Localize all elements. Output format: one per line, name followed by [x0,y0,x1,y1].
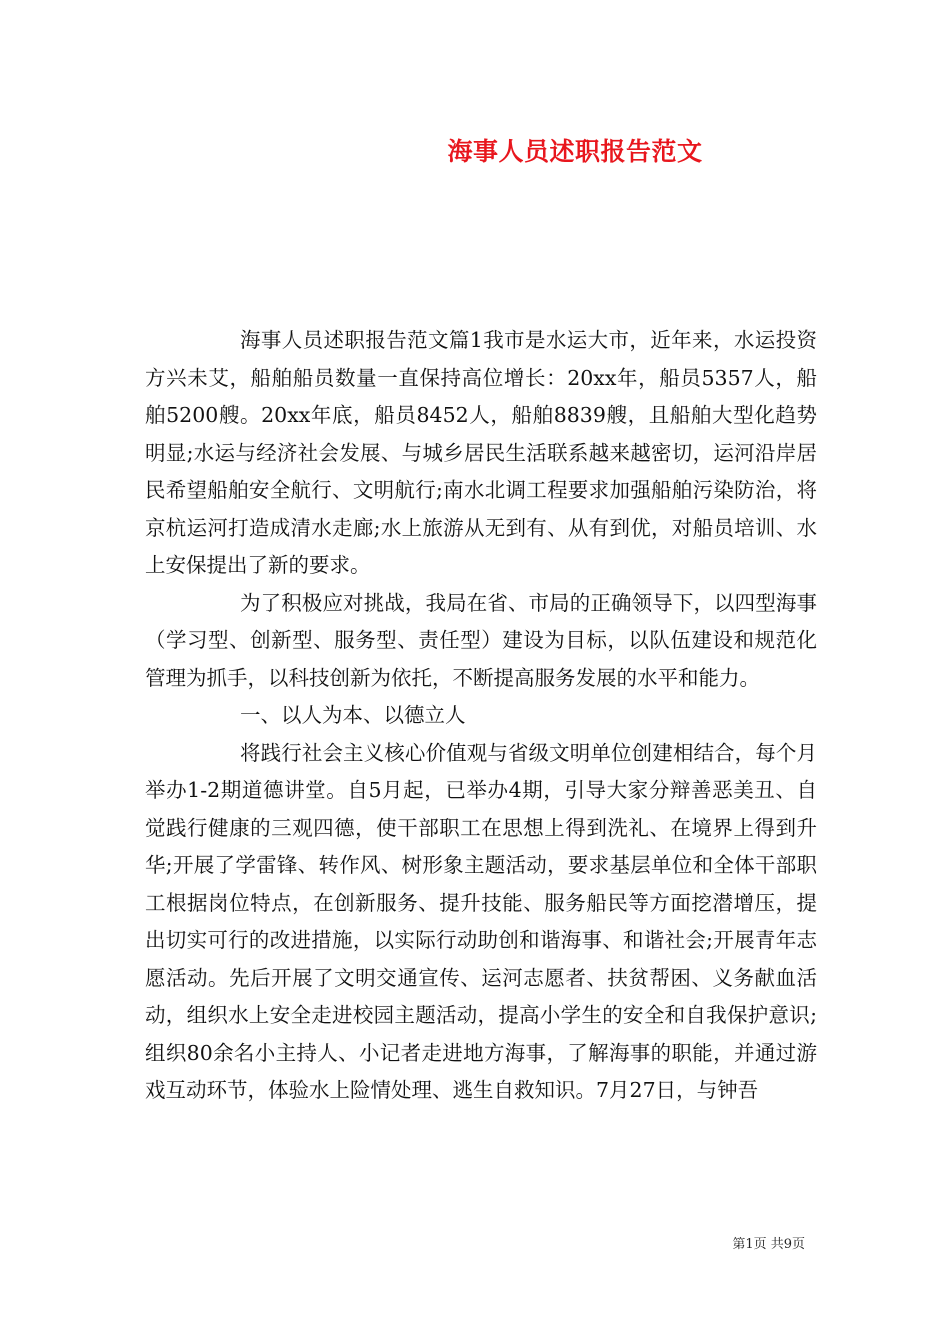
document-body [145,322,817,1110]
section-paragraph: 将践行社会主义核心价值观与省级文明单位创建相结合，每个月举办1-2期道德讲堂。自5月起，已举办4期，引导大家分辩善恶美丑、自觉践行健康的三观四德，使干部职工在思想上得到洗礼、在境界上得到升华;开展了学雷锋、转作风、树形象主题活动，要求基层单位和全体干部职工根据岗位特点，在创新服务、提升技能、服务船民等方面挖潜增压，提出切实可行的改进措施，以实际行动助创和谐海事、和谐社会;开展青年志愿活动。先后开展了文明交通宣传、运河志愿者、扶贫帮困、义务献血活动，组织水上安全走进校园主题活动，提高小学生的安全和自我保护意识;组织80余名小主持人、小记者走进地方海事，了解海事的职能，并通过游戏互动环节，体验水上险情处理、逃生自救知识。7月27日，与钟吾 [145,740,817,1102]
body-paragraph-1: 海事人员述职报告范文篇1我市是水运大市，近年来，水运投资方兴未艾，船舶船员数量一直保持高位增长：20xx年，船员5357人，船舶5200艘。20xx年底，船员8452人，船舶8839艘，且船舶大型化趋势明显;水运与经济社会发展、与城乡居民生活联系越来越密切，运河沿岸居民希望船舶安全航行、文明航行;南水北调工程要求加强船舶污染防治，将京杭运河打造成清水走廊;水上旅游从无到有、从有到优，对船员培训、水上安保提出了新的要求。 [145,328,817,577]
document-title [0,132,950,168]
page-number-footer: 第1页 共9页 [732,1237,805,1252]
section-heading: 一、以人为本、以德立人 [240,703,466,727]
document-title-text: 海事人员述职报告范文 [447,137,703,166]
body-paragraph-2: 为了积极应对挑战，我局在省、市局的正确领导下，以四型海事（学习型、创新型、服务型、责任型）建设为目标，以队伍建设和规范化管理为抓手，以科技创新为依托，不断提高服务发展的水平和能力。 [145,590,817,690]
